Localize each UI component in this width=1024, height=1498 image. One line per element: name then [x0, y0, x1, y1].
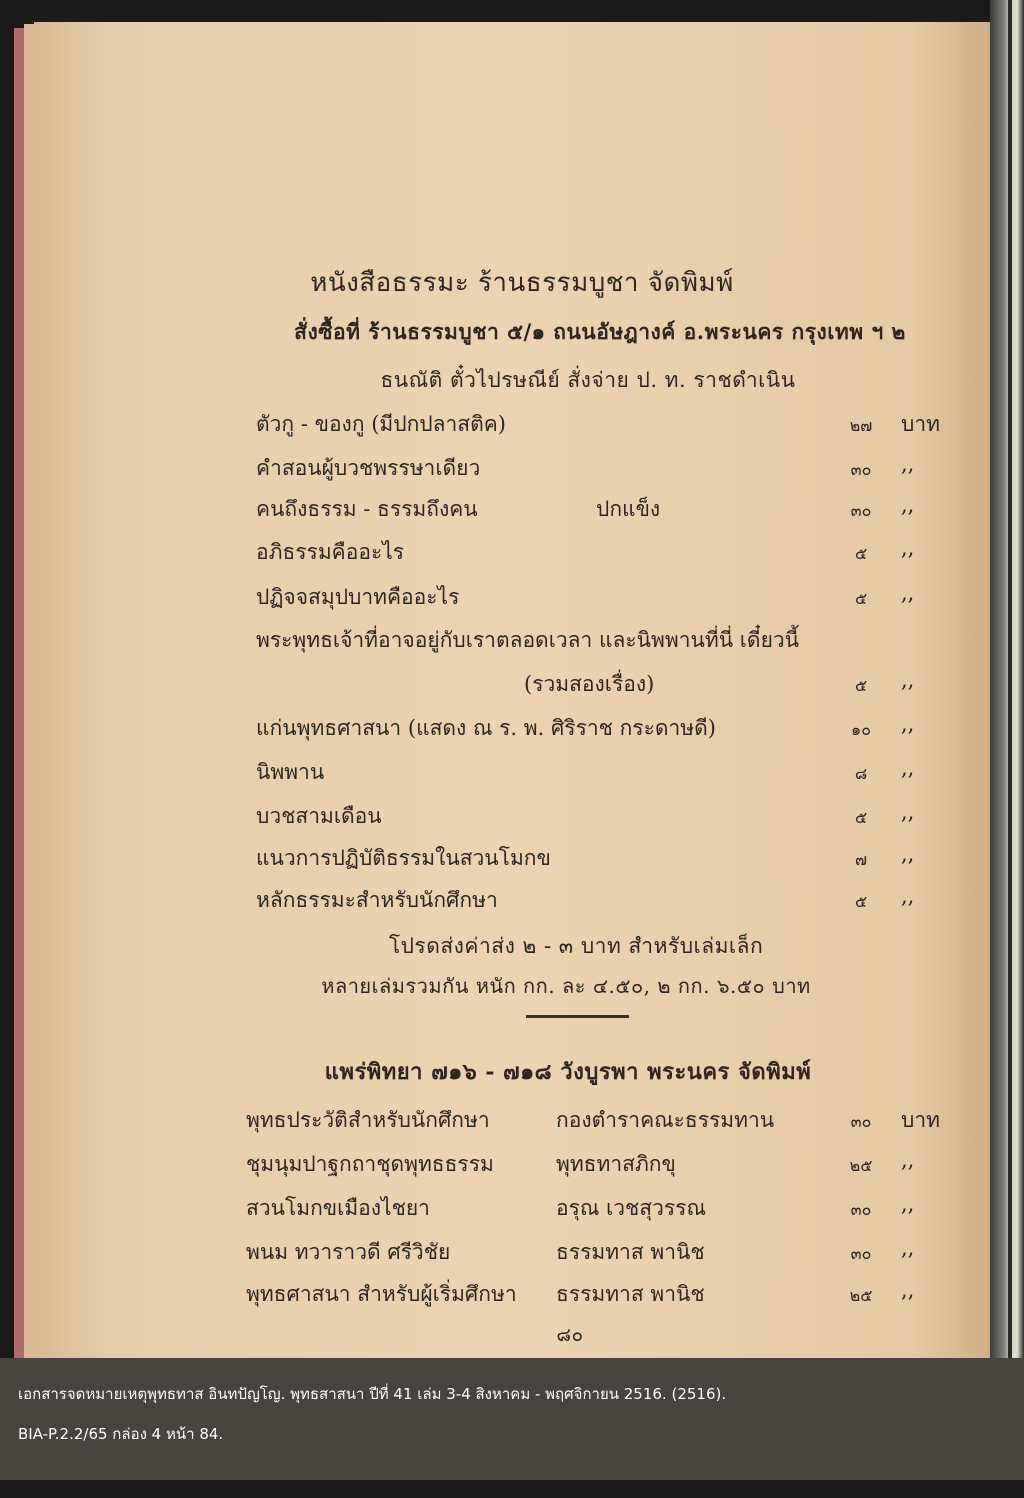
book-note: (รวมสองเรื่อง): [524, 672, 655, 696]
price-unit: ,,: [901, 493, 915, 517]
book-row: [256, 452, 990, 482]
price-unit: ,,: [901, 1278, 915, 1302]
price-unit: บาท: [901, 412, 940, 436]
price-unit: ,,: [901, 536, 915, 560]
caption-citation: เอกสารจดหมายเหตุพุทธทาส อินทปัญโญ. พุทธสาสนา ปีที่ 41 เล่ม 3-4 สิงหาคม - พฤศจิกายน 2516. (2516).: [18, 1385, 727, 1403]
book-price: ๓๐: [850, 460, 872, 479]
book-row: [256, 756, 990, 786]
book-author: กองตำราคณะธรรมทาน: [556, 1108, 775, 1132]
price-unit: ,,: [901, 452, 915, 476]
book-title: พุทธศาสนา สำหรับผู้เริ่มศึกษา: [246, 1282, 517, 1306]
section-divider: [526, 1015, 629, 1018]
payment-info: ธนณัติ ตั๋วไปรษณีย์ สั่งจ่าย ป. ท. ราชดำเนิน: [380, 368, 796, 392]
book-author: ธรรมทาส พานิช: [556, 1282, 705, 1306]
book-title: พนม ทวาราวดี ศรีวิชัย: [246, 1240, 451, 1264]
book-row: [246, 1278, 990, 1308]
price-unit: ,,: [901, 1236, 915, 1260]
archive-caption: [0, 1358, 1024, 1480]
book-row: [256, 624, 990, 654]
book-price: ๒๕: [849, 1286, 873, 1305]
price-unit: บาท: [901, 1108, 940, 1132]
page-number: ๘๐: [556, 1324, 584, 1346]
book-price: ๗: [854, 850, 868, 869]
book-row: [256, 493, 990, 523]
price-unit: ,,: [901, 800, 915, 824]
book-author: พุทธทาสภิกขุ: [556, 1152, 676, 1176]
book-spine: [990, 0, 1024, 1360]
book-title: พุทธประวัติสำหรับนักศึกษา: [246, 1108, 490, 1132]
book-price: ๕: [854, 589, 868, 608]
price-unit: ,,: [901, 884, 915, 908]
book-title: ชุมนุมปาฐกถาชุดพุทธธรรม: [246, 1152, 494, 1176]
book-price: ๕: [854, 676, 868, 695]
book-price: ๘: [854, 764, 868, 783]
document-page: [34, 22, 990, 1362]
book-row: [256, 668, 990, 698]
book-row: [256, 536, 990, 566]
book-title: แก่นพุทธศาสนา (แสดง ณ ร. พ. ศิริราช กระดาษดี): [256, 716, 716, 740]
book-author: อรุณ เวชสุวรรณ: [556, 1196, 706, 1220]
order-address: สั่งซื้อที่ ร้านธรรมบูชา ๕/๑ ถนนอัษฎางค์ อ.พระนคร กรุงเทพ ฯ ๒: [294, 319, 906, 344]
book-price: ๕: [854, 808, 868, 827]
shipping-note: โปรดส่งค่าส่ง ๒ - ๓ บาท สำหรับเล่มเล็ก: [388, 934, 764, 958]
price-unit: ,,: [901, 668, 915, 692]
book-title: หลักธรรมะสำหรับนักศึกษา: [256, 888, 498, 912]
book-title: อภิธรรมคืออะไร: [256, 540, 405, 564]
book-price: ๑๐: [851, 720, 871, 739]
book-row: [256, 408, 990, 438]
book-price: ๒๕: [849, 1156, 873, 1175]
book-price: ๕: [854, 544, 868, 563]
section1-title: หนังสือธรรมะ ร้านธรรมบูชา จัดพิมพ์: [310, 268, 734, 298]
book-title: คำสอนผู้บวชพรรษาเดียว: [256, 456, 481, 480]
book-title: ตัวกู - ของกู (มีปกปลาสติค): [256, 412, 506, 436]
book-title: คนถึงธรรม - ธรรมถึงคน: [256, 497, 478, 521]
shipping-weight-note: หลายเล่มรวมกัน หนัก กก. ละ ๔.๕๐, ๒ กก. ๖.๕๐ บาท: [321, 974, 811, 998]
book-price: ๓๐: [850, 501, 872, 520]
price-unit: ,,: [901, 1192, 915, 1216]
book-title: แนวการปฏิบัติธรรมในสวนโมกข: [256, 846, 551, 870]
book-spine-shadow: [1008, 0, 1012, 1360]
book-title: นิพพาน: [256, 760, 325, 784]
book-title: บวชสามเดือน: [256, 804, 382, 828]
book-row: [256, 800, 990, 830]
price-unit: ,,: [901, 712, 915, 736]
book-price: ๓๐: [850, 1200, 872, 1219]
book-author: ธรรมทาส พานิช: [556, 1240, 705, 1264]
caption-reference: BIA-P.2.2/65 กล่อง 4 หน้า 84.: [18, 1425, 224, 1443]
book-row: [256, 884, 990, 914]
book-row: [256, 712, 990, 742]
section2-title: แพร่พิทยา ๗๑๖ - ๗๑๘ วังบูรพา พระนคร จัดพิมพ์: [324, 1059, 812, 1085]
price-unit: ,,: [901, 1148, 915, 1172]
book-row: [246, 1104, 990, 1134]
book-row: [256, 842, 990, 872]
book-title: สวนโมกขเมืองไชยา: [246, 1196, 430, 1220]
book-title: ปฏิจจสมุปบาทคืออะไร: [256, 585, 460, 609]
book-row: [256, 581, 990, 611]
book-price: ๒๗: [849, 416, 873, 435]
book-row: [246, 1192, 990, 1222]
book-row: [246, 1148, 990, 1178]
book-price: ๕: [854, 892, 868, 911]
price-unit: ,,: [901, 581, 915, 605]
book-row: [246, 1236, 990, 1266]
book-price: ๓๐: [850, 1112, 872, 1131]
price-unit: ,,: [901, 842, 915, 866]
book-price: ๓๐: [850, 1244, 872, 1263]
book-note: ปกแข็ง: [596, 497, 661, 521]
price-unit: ,,: [901, 756, 915, 780]
book-title: พระพุทธเจ้าที่อาจอยู่กับเราตลอดเวลา และนิพพานที่นี่ เดี๋ยวนี้: [256, 628, 800, 652]
